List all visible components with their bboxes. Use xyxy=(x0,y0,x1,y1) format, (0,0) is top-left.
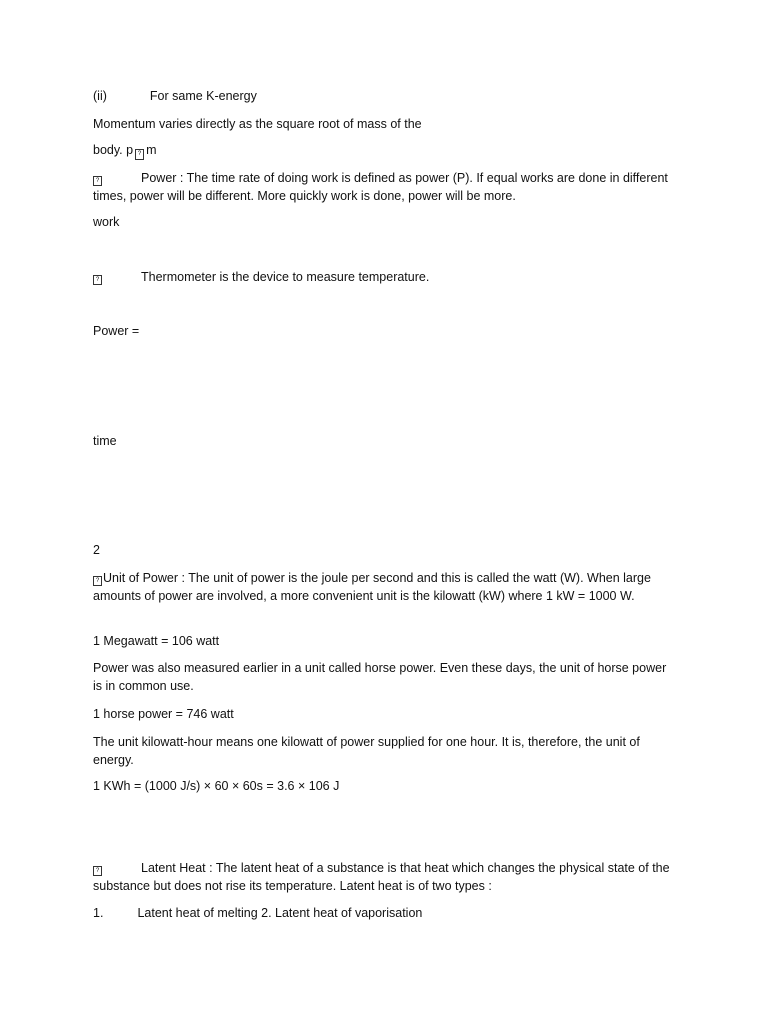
list-number: 1. xyxy=(93,906,104,920)
body-proportion-line xyxy=(93,141,675,160)
latent-heat xyxy=(93,859,675,895)
latent-heat-list xyxy=(93,904,675,922)
horse-power-equation: 1 horse power = 746 watt xyxy=(93,707,234,721)
bullet-icon: ? xyxy=(93,866,102,876)
list-text: Latent heat of melting 2. Latent heat of vaporisation xyxy=(137,906,423,920)
kilowatt-hour-text: The unit kilowatt-hour means one kilowatt of power supplied for one hour. It is, therefore, the unit of energy. xyxy=(93,735,640,767)
subsection-text: For same K-energy xyxy=(149,89,257,103)
time-label: time xyxy=(93,434,117,448)
latent-heat-text: Latent Heat : The latent heat of a substance is that heat which changes the physical state of the substance but does not rise its temperature. Latent heat is of two types : xyxy=(93,861,670,893)
subsection-ii xyxy=(93,87,675,105)
momentum-line: Momentum varies directly as the square root of mass of the xyxy=(93,117,422,131)
kilowatt-hour-equation: 1 KWh = (1000 J/s) × 60 × 60s = 3.6 × 106 J xyxy=(93,779,340,793)
thermometer-text: Thermometer is the device to measure temperature. xyxy=(141,270,430,284)
bullet-icon: ? xyxy=(93,576,102,586)
power-definition xyxy=(93,169,675,205)
body-suffix: m xyxy=(146,143,157,157)
unit-of-power-text: Unit of Power : The unit of power is the joule per second and this is called the watt (W). When large amounts of power are involved, a more convenient unit is the kilowatt (kW) where 1 kW = 1000 W. xyxy=(93,571,651,603)
power-equation: Power = xyxy=(93,324,140,338)
thermometer-line xyxy=(93,268,675,286)
work-label: work xyxy=(93,215,120,229)
subsection-label: (ii) xyxy=(93,89,107,103)
page-number: 2 xyxy=(93,543,100,557)
megawatt-line: 1 Megawatt = 106 watt xyxy=(93,634,220,648)
missing-glyph-icon: ? xyxy=(135,149,144,160)
bullet-icon: ? xyxy=(93,275,102,285)
power-definition-text: Power : The time rate of doing work is defined as power (P). If equal works are done in different times, power will be different. More quickly work is done, power will be more. xyxy=(93,171,668,203)
unit-of-power xyxy=(93,569,675,605)
body-prefix: body. p xyxy=(93,143,134,157)
bullet-icon: ? xyxy=(93,176,102,186)
horse-power-text: Power was also measured earlier in a unit called horse power. Even these days, the unit of horse power is in common use. xyxy=(93,661,667,693)
